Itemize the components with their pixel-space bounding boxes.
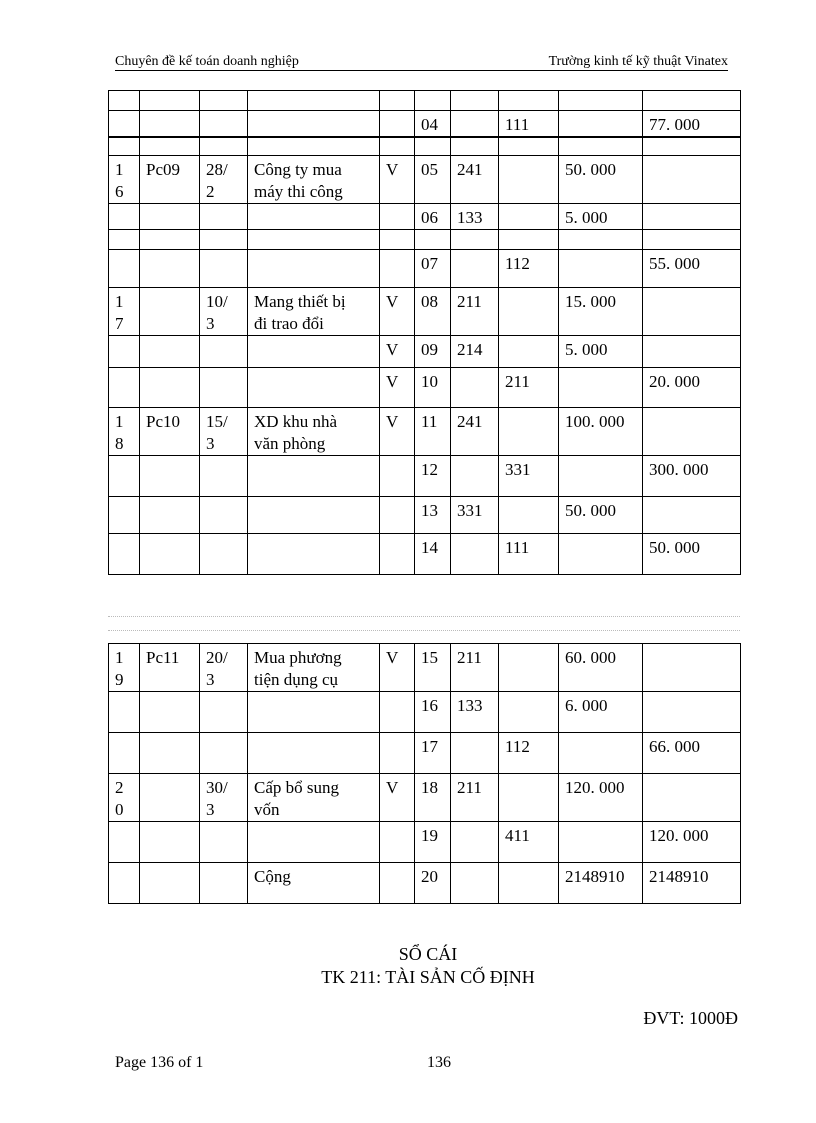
cell-voucher-date: 28/ 2 [200,155,248,203]
cell-line-no: 13 [415,496,451,533]
cell-row-no [109,692,140,733]
cell-posted-mark: V [380,407,415,455]
cell-row-no: 1 9 [109,644,140,692]
cell-row-no [109,229,140,249]
cell-debit-account: 211 [451,644,499,692]
cell-debit-amount [559,249,643,287]
cell-debit-amount: 50. 000 [559,496,643,533]
cell-voucher-no [140,91,200,111]
cell-description: Công ty mua máy thi công [248,155,380,203]
cell-posted-mark: V [380,335,415,367]
cell-description: Mua phương tiện dụng cụ [248,644,380,692]
cell-voucher-no [140,335,200,367]
table-row [109,287,741,335]
table-row [109,137,741,155]
cell-posted-mark [380,822,415,863]
cell-voucher-date: 10/ 3 [200,287,248,335]
cell-debit-account: 211 [451,287,499,335]
cell-credit-account [499,774,559,822]
cell-debit-amount [559,367,643,407]
cell-posted-mark [380,692,415,733]
cell-voucher-date [200,533,248,574]
cell-debit-amount [559,111,643,138]
cell-credit-account: 411 [499,822,559,863]
cell-credit-account [499,496,559,533]
cell-debit-amount [559,822,643,863]
cell-posted-mark [380,496,415,533]
table-row [109,733,741,774]
cell-description [248,367,380,407]
cell-posted-mark [380,533,415,574]
cell-debit-account [451,111,499,138]
cell-description [248,455,380,496]
table-row [109,496,741,533]
cell-credit-amount [643,229,741,249]
cell-debit-amount: 60. 000 [559,644,643,692]
cell-row-no [109,111,140,138]
cell-line-no: 05 [415,155,451,203]
cell-line-no: 07 [415,249,451,287]
cell-row-no [109,863,140,904]
cell-credit-account [499,155,559,203]
cell-posted-mark [380,455,415,496]
cell-line-no: 11 [415,407,451,455]
cell-description [248,533,380,574]
cell-posted-mark [380,863,415,904]
cell-debit-amount: 100. 000 [559,407,643,455]
cell-credit-amount: 20. 000 [643,367,741,407]
cell-credit-account: 211 [499,367,559,407]
cell-credit-amount [643,407,741,455]
cell-credit-amount [643,335,741,367]
cell-description [248,496,380,533]
cell-debit-account: 133 [451,203,499,229]
cell-voucher-date: 30/ 3 [200,774,248,822]
cell-voucher-date [200,111,248,138]
cell-description [248,733,380,774]
cell-debit-account [451,249,499,287]
cell-debit-account [451,91,499,111]
page-of-label: Page 136 of 1 [115,1054,204,1071]
cell-debit-amount: 120. 000 [559,774,643,822]
cell-voucher-date: 20/ 3 [200,644,248,692]
cell-posted-mark [380,111,415,138]
table-row [109,644,741,692]
cell-voucher-date [200,496,248,533]
cell-line-no: 20 [415,863,451,904]
cell-credit-account [499,863,559,904]
cell-debit-account [451,229,499,249]
table-row [109,111,741,138]
cell-line-no: 17 [415,733,451,774]
cell-posted-mark: V [380,155,415,203]
cell-line-no: 15 [415,644,451,692]
cell-line-no [415,229,451,249]
cell-credit-account: 112 [499,733,559,774]
unit-label: ĐVT: 1000Đ [643,1008,738,1028]
table-row [109,455,741,496]
cell-credit-account [499,287,559,335]
cell-voucher-date [200,733,248,774]
cell-credit-account: 331 [499,455,559,496]
cell-row-no [109,249,140,287]
cell-row-no [109,733,140,774]
table-row [109,203,741,229]
cell-voucher-no: Pc11 [140,644,200,692]
cell-debit-amount [559,455,643,496]
cell-row-no [109,367,140,407]
cell-posted-mark [380,203,415,229]
cell-voucher-no [140,496,200,533]
cell-line-no: 10 [415,367,451,407]
cell-debit-account [451,533,499,574]
cell-description [248,203,380,229]
cell-voucher-no: Pc09 [140,155,200,203]
ledger-title: SỔ CÁI [398,944,458,964]
cell-voucher-no [140,287,200,335]
cell-voucher-date [200,229,248,249]
table-row [109,91,741,111]
cell-credit-amount [643,644,741,692]
cell-debit-account: 241 [451,155,499,203]
cell-voucher-no [140,229,200,249]
cell-voucher-no [140,203,200,229]
table-row [109,692,741,733]
cell-credit-account [499,407,559,455]
page-number: 136 [427,1054,451,1071]
table-row [109,367,741,407]
dotted-separator [108,630,740,631]
table-row [109,229,741,249]
cell-posted-mark: V [380,367,415,407]
cell-credit-account [499,203,559,229]
dotted-separator [108,616,740,617]
cell-credit-account [499,335,559,367]
cell-credit-amount [643,287,741,335]
cell-row-no: 2 0 [109,774,140,822]
header-left-text: Chuyên đề kế toán doanh nghiệp [115,54,299,69]
cell-description [248,91,380,111]
cell-posted-mark [380,733,415,774]
cell-line-no: 19 [415,822,451,863]
table-row [109,155,741,203]
cell-line-no: 18 [415,774,451,822]
cell-line-no: 08 [415,287,451,335]
cell-row-no: 1 8 [109,407,140,455]
cell-credit-amount [643,91,741,111]
cell-description: XD khu nhà văn phòng [248,407,380,455]
cell-voucher-no [140,455,200,496]
cell-credit-amount: 77. 000 [643,111,741,138]
cell-voucher-no [140,533,200,574]
cell-row-no [109,335,140,367]
cell-credit-amount [643,203,741,229]
cell-debit-account: 241 [451,407,499,455]
cell-debit-account: 211 [451,774,499,822]
cell-voucher-no [140,249,200,287]
cell-posted-mark: V [380,644,415,692]
cell-description [248,137,380,155]
cell-credit-amount: 55. 000 [643,249,741,287]
cell-voucher-no [140,111,200,138]
cell-debit-amount: 5. 000 [559,203,643,229]
account-title: TK 211: TÀI SẢN CỐ ĐỊNH [321,967,535,987]
table-row [109,533,741,574]
table-row [109,863,741,904]
cell-line-no [415,137,451,155]
cell-voucher-no [140,774,200,822]
cell-voucher-date [200,203,248,229]
cell-credit-amount [643,155,741,203]
cell-line-no [415,91,451,111]
table-row [109,822,741,863]
cell-debit-amount [559,733,643,774]
cell-posted-mark: V [380,287,415,335]
cell-voucher-date [200,863,248,904]
cell-voucher-no [140,367,200,407]
cell-credit-account: 111 [499,111,559,138]
cell-row-no [109,496,140,533]
cell-row-no [109,822,140,863]
cell-voucher-date [200,367,248,407]
cell-debit-amount [559,137,643,155]
cell-posted-mark [380,137,415,155]
table-row [109,335,741,367]
cell-credit-amount [643,496,741,533]
cell-voucher-no [140,137,200,155]
cell-voucher-date [200,91,248,111]
cell-line-no: 12 [415,455,451,496]
cell-debit-account [451,863,499,904]
cell-voucher-no [140,822,200,863]
cell-voucher-no [140,863,200,904]
cell-credit-amount: 66. 000 [643,733,741,774]
cell-debit-amount [559,91,643,111]
cell-voucher-date [200,822,248,863]
cell-debit-amount: 2148910 [559,863,643,904]
cell-credit-amount [643,137,741,155]
cell-description [248,111,380,138]
cell-credit-account [499,137,559,155]
cell-description: Cộng [248,863,380,904]
cell-description [248,229,380,249]
cell-debit-account: 133 [451,692,499,733]
cell-description: Mang thiết bị đi trao đổi [248,287,380,335]
cell-row-no: 1 7 [109,287,140,335]
cell-line-no: 06 [415,203,451,229]
cell-voucher-date [200,249,248,287]
cell-credit-amount: 300. 000 [643,455,741,496]
cell-credit-account: 112 [499,249,559,287]
cell-description [248,249,380,287]
cell-posted-mark [380,229,415,249]
cell-credit-account [499,229,559,249]
cell-debit-account: 331 [451,496,499,533]
cell-row-no [109,533,140,574]
cell-debit-amount [559,229,643,249]
cell-line-no: 16 [415,692,451,733]
cell-voucher-date [200,137,248,155]
cell-credit-account [499,91,559,111]
cell-credit-amount: 50. 000 [643,533,741,574]
cell-row-no [109,203,140,229]
cell-line-no: 14 [415,533,451,574]
cell-credit-account [499,644,559,692]
journal-table-2 [108,643,741,904]
cell-row-no [109,455,140,496]
cell-row-no: 1 6 [109,155,140,203]
cell-description [248,335,380,367]
cell-description: Cấp bổ sung vốn [248,774,380,822]
cell-credit-account: 111 [499,533,559,574]
journal-table-1 [108,90,741,575]
cell-credit-account [499,692,559,733]
cell-voucher-date: 15/ 3 [200,407,248,455]
cell-debit-account: 214 [451,335,499,367]
cell-debit-amount: 5. 000 [559,335,643,367]
cell-row-no [109,137,140,155]
cell-credit-amount: 2148910 [643,863,741,904]
cell-posted-mark: V [380,774,415,822]
cell-debit-amount: 6. 000 [559,692,643,733]
cell-debit-account [451,822,499,863]
cell-debit-amount [559,533,643,574]
cell-credit-amount [643,692,741,733]
cell-posted-mark [380,249,415,287]
cell-credit-amount [643,774,741,822]
cell-row-no [109,91,140,111]
cell-debit-account [451,137,499,155]
cell-voucher-no [140,733,200,774]
cell-voucher-no [140,692,200,733]
page-header [115,54,728,71]
cell-posted-mark [380,91,415,111]
cell-line-no: 04 [415,111,451,138]
cell-voucher-no: Pc10 [140,407,200,455]
cell-debit-account [451,455,499,496]
cell-debit-amount: 15. 000 [559,287,643,335]
cell-voucher-date [200,692,248,733]
cell-debit-account [451,733,499,774]
cell-description [248,692,380,733]
table-row [109,249,741,287]
cell-voucher-date [200,335,248,367]
cell-voucher-date [200,455,248,496]
cell-line-no: 09 [415,335,451,367]
cell-credit-amount: 120. 000 [643,822,741,863]
table-row [109,407,741,455]
cell-debit-account [451,367,499,407]
header-right-text: Trường kinh tế kỹ thuật Vinatex [548,54,728,69]
cell-description [248,822,380,863]
cell-debit-amount: 50. 000 [559,155,643,203]
table-row [109,774,741,822]
